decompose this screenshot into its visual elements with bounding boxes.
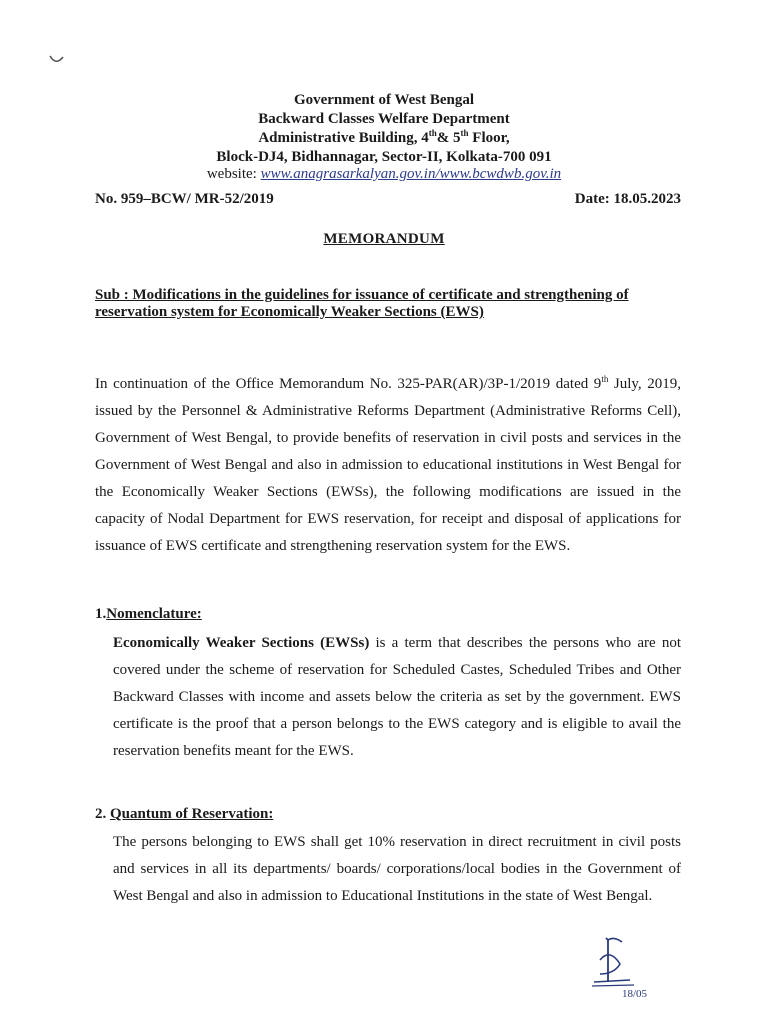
reference-line [95, 191, 681, 208]
signature-mark [588, 930, 668, 1000]
section1-paragraph: Economically Weaker Sections (EWSs) is a term that describes the persons who are not covered under the scheme of reservation for Scheduled Castes, Scheduled Tribes and Other Backward Classes with income and assets below the criteria as set by the government. EWS certificate is the proof that a person belongs to the EWS category and is eligible to avail the reservation benefits meant for the EWS. [113, 635, 681, 759]
subject-line: Sub : Modifications in the guidelines for issuance of certificate and strengthening of reservation system for Economically Weaker Sections (EWS) [95, 287, 629, 320]
website-link[interactable]: www.anagrasarkalyan.gov.in/www.bcwdwb.gov.in [260, 166, 562, 182]
memo-number: No. 959–BCW/ MR-52/2019 [95, 191, 274, 207]
header-building: Administrative Building, 4th& 5th Floor, [258, 128, 510, 146]
header-address: Block-DJ4, Bidhannagar, Sector-II, Kolkata-700 091 [216, 149, 552, 165]
section1-heading: 1.Nomenclature: [95, 606, 202, 622]
memo-title: MEMORANDUM [323, 231, 445, 247]
memo-date: Date: 18.05.2023 [574, 191, 681, 207]
section2-paragraph: The persons belonging to EWS shall get 10% reservation in direct recruitment in civil posts and services in all its departments/ boards/ corporations/local bodies in the Government of West Bengal and also in admission to Educational Institutions in the state of West Bengal. [113, 834, 681, 904]
header-website: website: www.anagrasarkalyan.gov.in/www.bcwdwb.gov.in [206, 166, 562, 182]
header-department: Backward Classes Welfare Department [258, 111, 510, 127]
corner-mark [46, 50, 68, 70]
signature-date: 18/05 [622, 988, 648, 1000]
section2-heading: 2. Quantum of Reservation: [95, 806, 274, 822]
header-government: Government of West Bengal [293, 92, 475, 108]
intro-paragraph: In continuation of the Office Memorandum No. 325-PAR(AR)/3P-1/2019 dated 9th July, 2019, issued by the Personnel & Administrative Reforms Department (Administrative Reforms Cell), Government of West Bengal, to provide benefits of reservation in civil posts and services in the Government of West Bengal and also in admission to educational institutions in West Bengal for the Economically Weaker Sections (EWSs), the following modifications are issued in the capacity of Nodal Department for EWS reservation, for receipt and disposal of applications for issuance of EWS certificate and strengthening reservation system for the EWS. [95, 374, 681, 554]
signature [588, 930, 668, 1005]
